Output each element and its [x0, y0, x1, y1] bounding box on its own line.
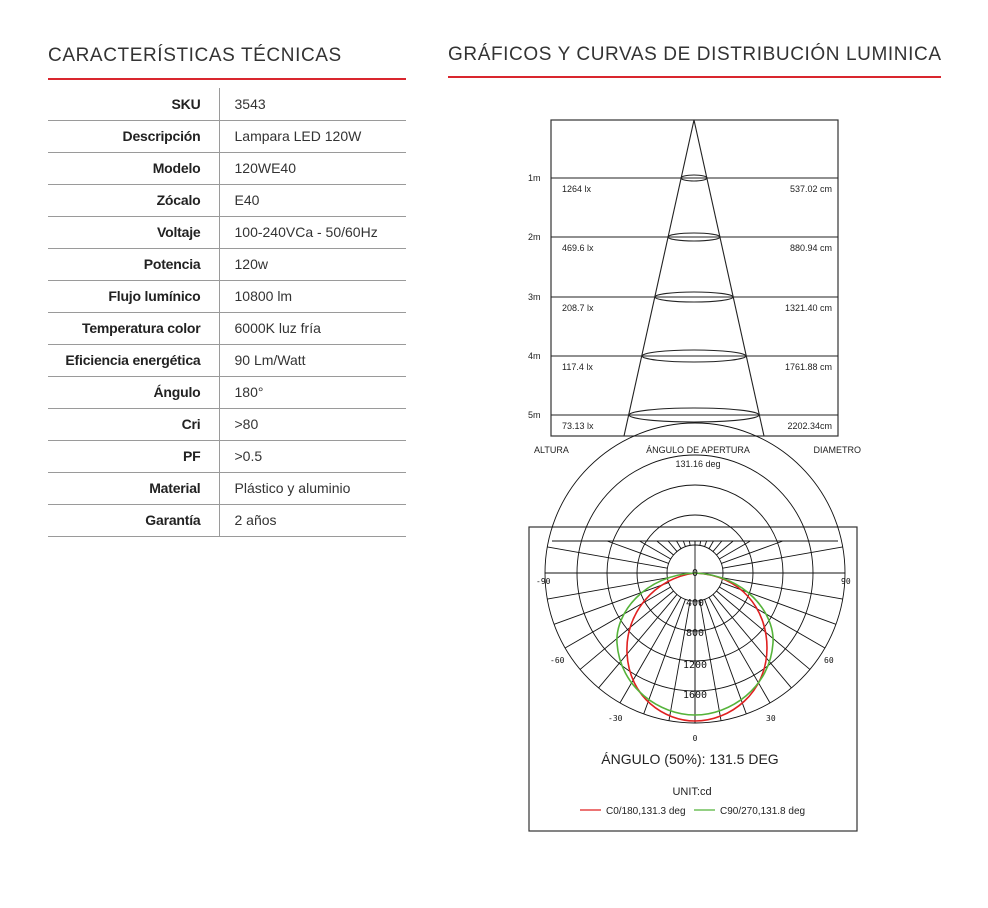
cone-angle-value: 131.16 deg [675, 459, 721, 469]
spec-value: 100-240VCa - 50/60Hz [219, 216, 406, 248]
spec-value: 120w [219, 248, 406, 280]
polar-angle-right60: 60 [824, 656, 834, 665]
cone-height-4: 4m [528, 351, 541, 361]
spec-label: Descripción [48, 120, 219, 152]
spec-label: Potencia [48, 248, 219, 280]
spec-label: Voltaje [48, 216, 219, 248]
polar-angle-right30: 30 [766, 714, 776, 723]
legend-label-c90: C90/270,131.8 deg [720, 806, 806, 817]
polar-ring-label-0: 0 [691, 568, 699, 579]
cone-lux-1: 1264 lx [562, 184, 592, 194]
cone-height-5: 5m [528, 410, 541, 420]
cone-lux-3: 208.7 lx [562, 303, 594, 313]
spec-label: Cri [48, 408, 219, 440]
spec-value: 3543 [219, 88, 406, 120]
spec-value: 180° [219, 376, 406, 408]
spec-value: Lampara LED 120W [219, 120, 406, 152]
spec-value: 2 años [219, 504, 406, 536]
polar-ring-label-1600: 1600 [682, 690, 708, 701]
spec-value: 10800 lm [219, 280, 406, 312]
cone-lux-2: 469.6 lx [562, 243, 594, 253]
polar-half-angle: ÁNGULO (50%): 131.5 DEG [601, 751, 779, 767]
spec-label: Modelo [48, 152, 219, 184]
cone-label-height: ALTURA [534, 445, 569, 455]
polar-angle-left30: -30 [608, 714, 623, 723]
spec-label: Flujo lumínico [48, 280, 219, 312]
cone-diameter-3: 1321.40 cm [784, 303, 832, 313]
polar-angle-bottom: 0 [692, 734, 698, 743]
specs-title: CARACTERÍSTICAS TÉCNICAS [48, 45, 342, 66]
cone-diameter-2: 880.94 cm [789, 243, 832, 253]
polar-angle-left90: -90 [536, 577, 551, 586]
spec-value: E40 [219, 184, 406, 216]
spec-label: Garantía [48, 504, 219, 536]
spec-label: SKU [48, 88, 219, 120]
spec-value: Plástico y aluminio [219, 472, 406, 504]
polar-angle-right90: 90 [841, 577, 851, 586]
cone-height-1: 1m [528, 173, 541, 183]
polar-ring-label-1200: 1200 [682, 660, 708, 671]
cone-lux-4: 117.4 lx [562, 362, 593, 372]
polar-angle-left60: -60 [550, 656, 565, 665]
cone-height-2: 2m [528, 232, 541, 242]
spec-value: >0.5 [219, 440, 406, 472]
cone-diameter-1: 537.02 cm [789, 184, 832, 194]
cone-label-diameter: DIAMETRO [813, 445, 861, 455]
spec-label: Eficiencia energética [48, 344, 219, 376]
cone-label-angle: ÁNGULO DE APERTURA [646, 445, 750, 455]
spec-value: 6000K luz fría [219, 312, 406, 344]
cone-diameter-5: 2202.34cm [787, 421, 832, 431]
graphs-title: GRÁFICOS Y CURVAS DE DISTRIBUCIÓN LUMINICA [448, 44, 942, 65]
polar-ring-label-800: 800 [685, 628, 705, 639]
spec-label: Zócalo [48, 184, 219, 216]
spec-value: 120WE40 [219, 152, 406, 184]
spec-label: Material [48, 472, 219, 504]
spec-label: Ángulo [48, 376, 219, 408]
spec-value: 90 Lm/Watt [219, 344, 406, 376]
polar-unit: UNIT:cd [672, 786, 712, 798]
cone-diameter-4: 1761.88 cm [784, 362, 832, 372]
spec-label: Temperatura color [48, 312, 219, 344]
cone-height-3: 3m [528, 292, 541, 302]
spec-value: >80 [219, 408, 406, 440]
polar-ring-label-400: 400 [685, 598, 705, 609]
cone-lux-5: 73.13 lx [562, 421, 594, 431]
spec-label: PF [48, 440, 219, 472]
legend-label-c0: C0/180,131.3 deg [606, 806, 686, 817]
